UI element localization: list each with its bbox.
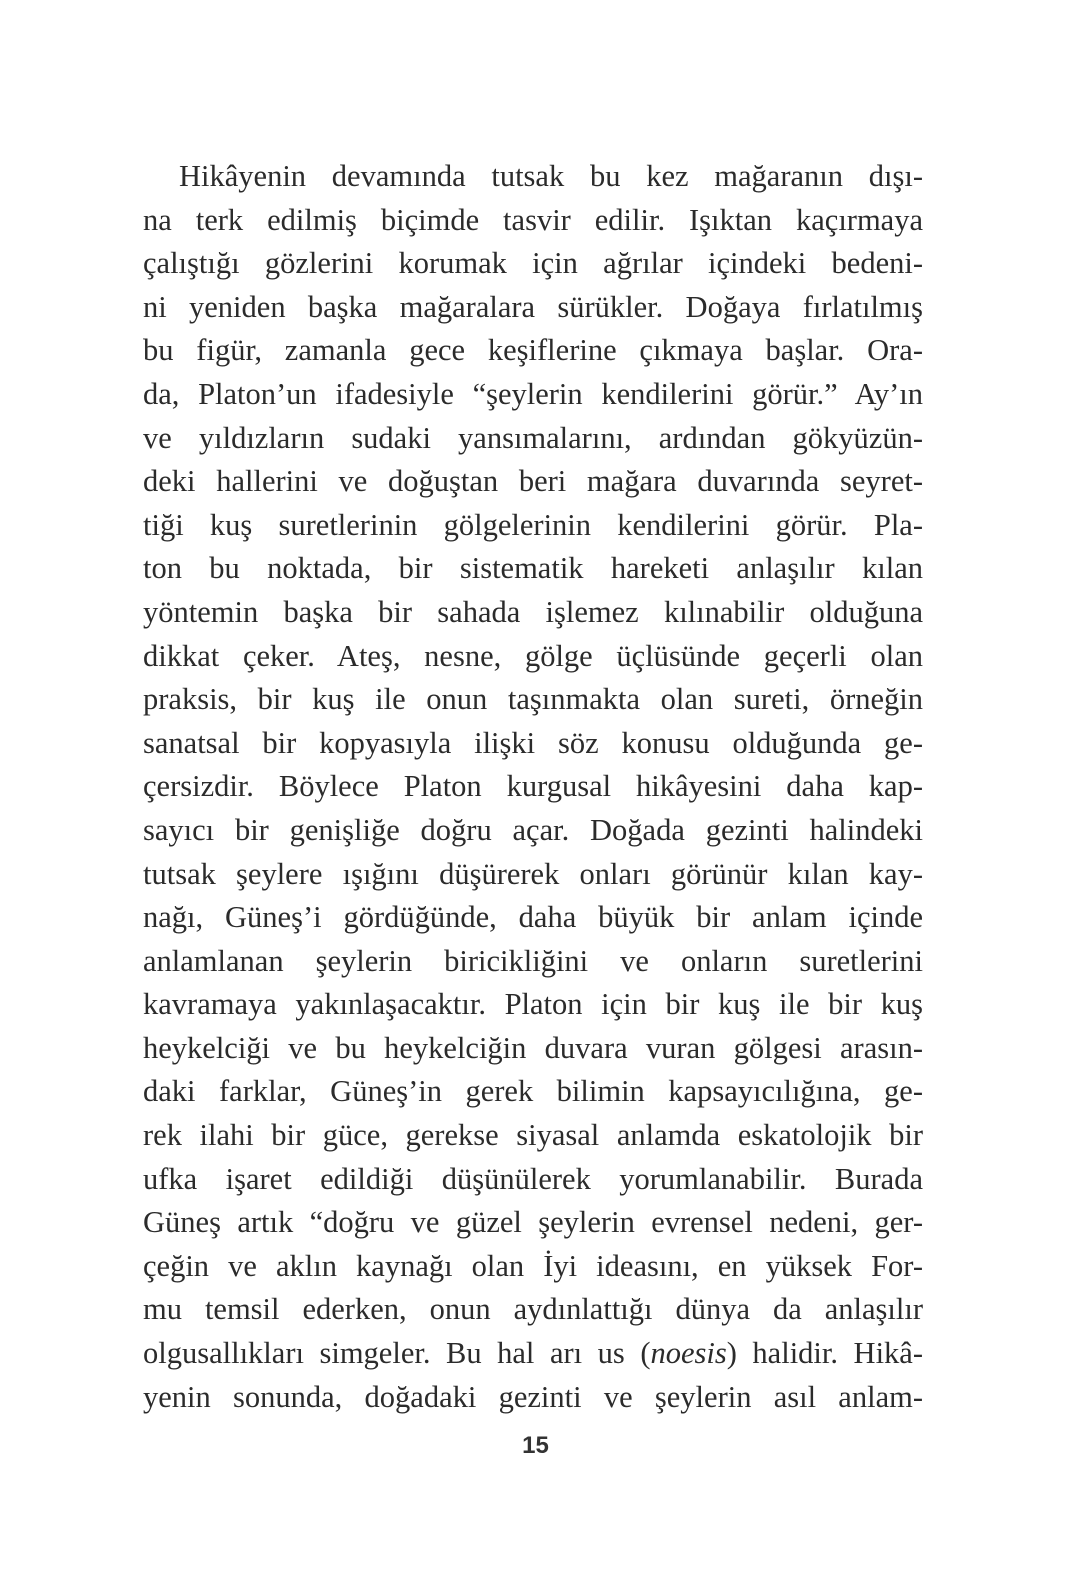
body-text bbox=[143, 155, 923, 1419]
text-line: Güneş artık “doğru ve güzel şeylerin evrensel nedeni, ger- bbox=[143, 1205, 923, 1240]
text-fragment: ) halidir. Hikâ- bbox=[726, 1336, 923, 1371]
text-line: nağı, Güneş’i gördüğünde, daha büyük bir anlam içinde bbox=[143, 900, 923, 935]
text-line: tutsak şeylere ışığını düşürerek onları görünür kılan kay- bbox=[143, 856, 923, 891]
text-line: Hikâyenin devamında tutsak bu kez mağaranın dışı- bbox=[179, 159, 923, 193]
text-line-with-italic bbox=[143, 1332, 923, 1376]
text-line: ton bu noktada, bir sistematik hareketi anlaşılır kılan bbox=[143, 551, 923, 586]
text-line: sanatsal bir kopyasıyla ilişki söz konusu olduğunda ge- bbox=[143, 725, 923, 760]
page-number: 15 bbox=[522, 1432, 549, 1459]
text-line: ve yıldızların sudaki yansımalarını, ardından gökyüzün- bbox=[143, 420, 923, 455]
text-line: bu figür, zamanla gece keşiflerine çıkmaya başlar. Ora- bbox=[143, 333, 923, 368]
text-line: sayıcı bir genişliğe doğru açar. Doğada gezinti halindeki bbox=[143, 812, 923, 847]
text-line: anlamlanan şeylerin biricikliğini ve onların suretlerini bbox=[143, 943, 923, 978]
text-line: rek ilahi bir güce, gerekse siyasal anlamda eskatolojik bir bbox=[143, 1118, 923, 1153]
text-line: da, Platon’un ifadesiyle “şeylerin kendilerini görür.” Ay’ın bbox=[143, 376, 923, 411]
text-line: kavramaya yakınlaşacaktır. Platon için bir kuş ile bir kuş bbox=[143, 987, 923, 1022]
text-line: çalıştığı gözlerini korumak için ağrılar içindeki bedeni- bbox=[143, 246, 923, 281]
text-line: çeğin ve aklın kaynağı olan İyi ideasını, en yüksek For- bbox=[143, 1248, 923, 1283]
italic-term: noesis bbox=[650, 1336, 727, 1371]
text-line: praksis, bir kuş ile onun taşınmakta olan sureti, örneğin bbox=[143, 682, 923, 717]
text-line: dikkat çeker. Ateş, nesne, gölge üçlüsünde geçerli olan bbox=[143, 638, 923, 673]
text-line: na terk edilmiş biçimde tasvir edilir. Işıktan kaçırmaya bbox=[143, 202, 923, 237]
text-line: deki hallerini ve doğuştan beri mağara duvarında seyret- bbox=[143, 464, 923, 499]
text-line: tiği kuş suretlerinin gölgelerinin kendilerini görür. Pla- bbox=[143, 507, 923, 542]
text-line: yöntemin başka bir sahada işlemez kılınabilir olduğuna bbox=[143, 594, 923, 629]
text-line: daki farklar, Güneş’in gerek bilimin kapsayıcılığına, ge- bbox=[143, 1074, 923, 1109]
text-line: yenin sonunda, doğadaki gezinti ve şeylerin asıl anlam- bbox=[143, 1379, 923, 1414]
text-line: çersizdir. Böylece Platon kurgusal hikâyesini daha kap- bbox=[143, 769, 923, 804]
text-line: ufka işaret edildiği düşünülerek yorumlanabilir. Burada bbox=[143, 1161, 923, 1196]
text-line: mu temsil ederken, onun aydınlattığı dünya da anlaşılır bbox=[143, 1292, 923, 1327]
text-fragment: olgusallıkları simgeler. Bu hal arı us ( bbox=[143, 1336, 651, 1371]
text-line: ni yeniden başka mağaralara sürükler. Doğaya fırlatılmış bbox=[143, 289, 923, 324]
text-line: heykelciği ve bu heykelciğin duvara vuran gölgesi arasın- bbox=[143, 1030, 923, 1065]
